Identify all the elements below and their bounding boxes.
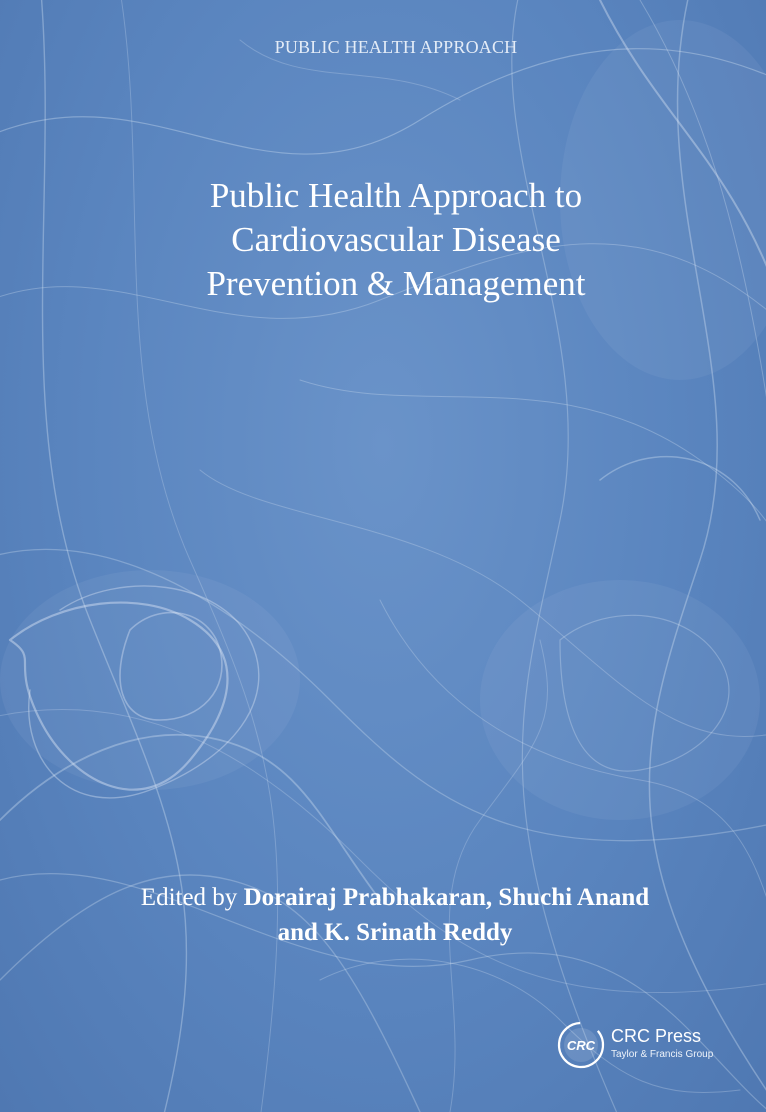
publisher-logo bbox=[556, 1020, 746, 1072]
book-title bbox=[0, 174, 766, 306]
publisher-group: Taylor & Francis Group bbox=[611, 1049, 714, 1060]
editors-line-1 bbox=[0, 880, 766, 915]
series-name: PUBLIC HEALTH APPROACH bbox=[274, 37, 518, 57]
publisher-name: CRC Press bbox=[611, 1026, 702, 1046]
title-line-1: Public Health Approach to bbox=[209, 176, 583, 215]
title-line-3: Prevention & Management bbox=[206, 264, 586, 303]
crc-logo-icon bbox=[556, 1020, 606, 1070]
editors-names: Dorairaj Prabhakaran, Shuchi Anand bbox=[243, 884, 650, 911]
editors-prefix: Edited by bbox=[140, 884, 244, 911]
crc-logo-text: CRC bbox=[566, 1038, 596, 1053]
editors bbox=[0, 880, 766, 950]
title-line-2: Cardiovascular Disease bbox=[231, 220, 561, 259]
editors-line-2: and K. Srinath Reddy bbox=[277, 919, 513, 946]
